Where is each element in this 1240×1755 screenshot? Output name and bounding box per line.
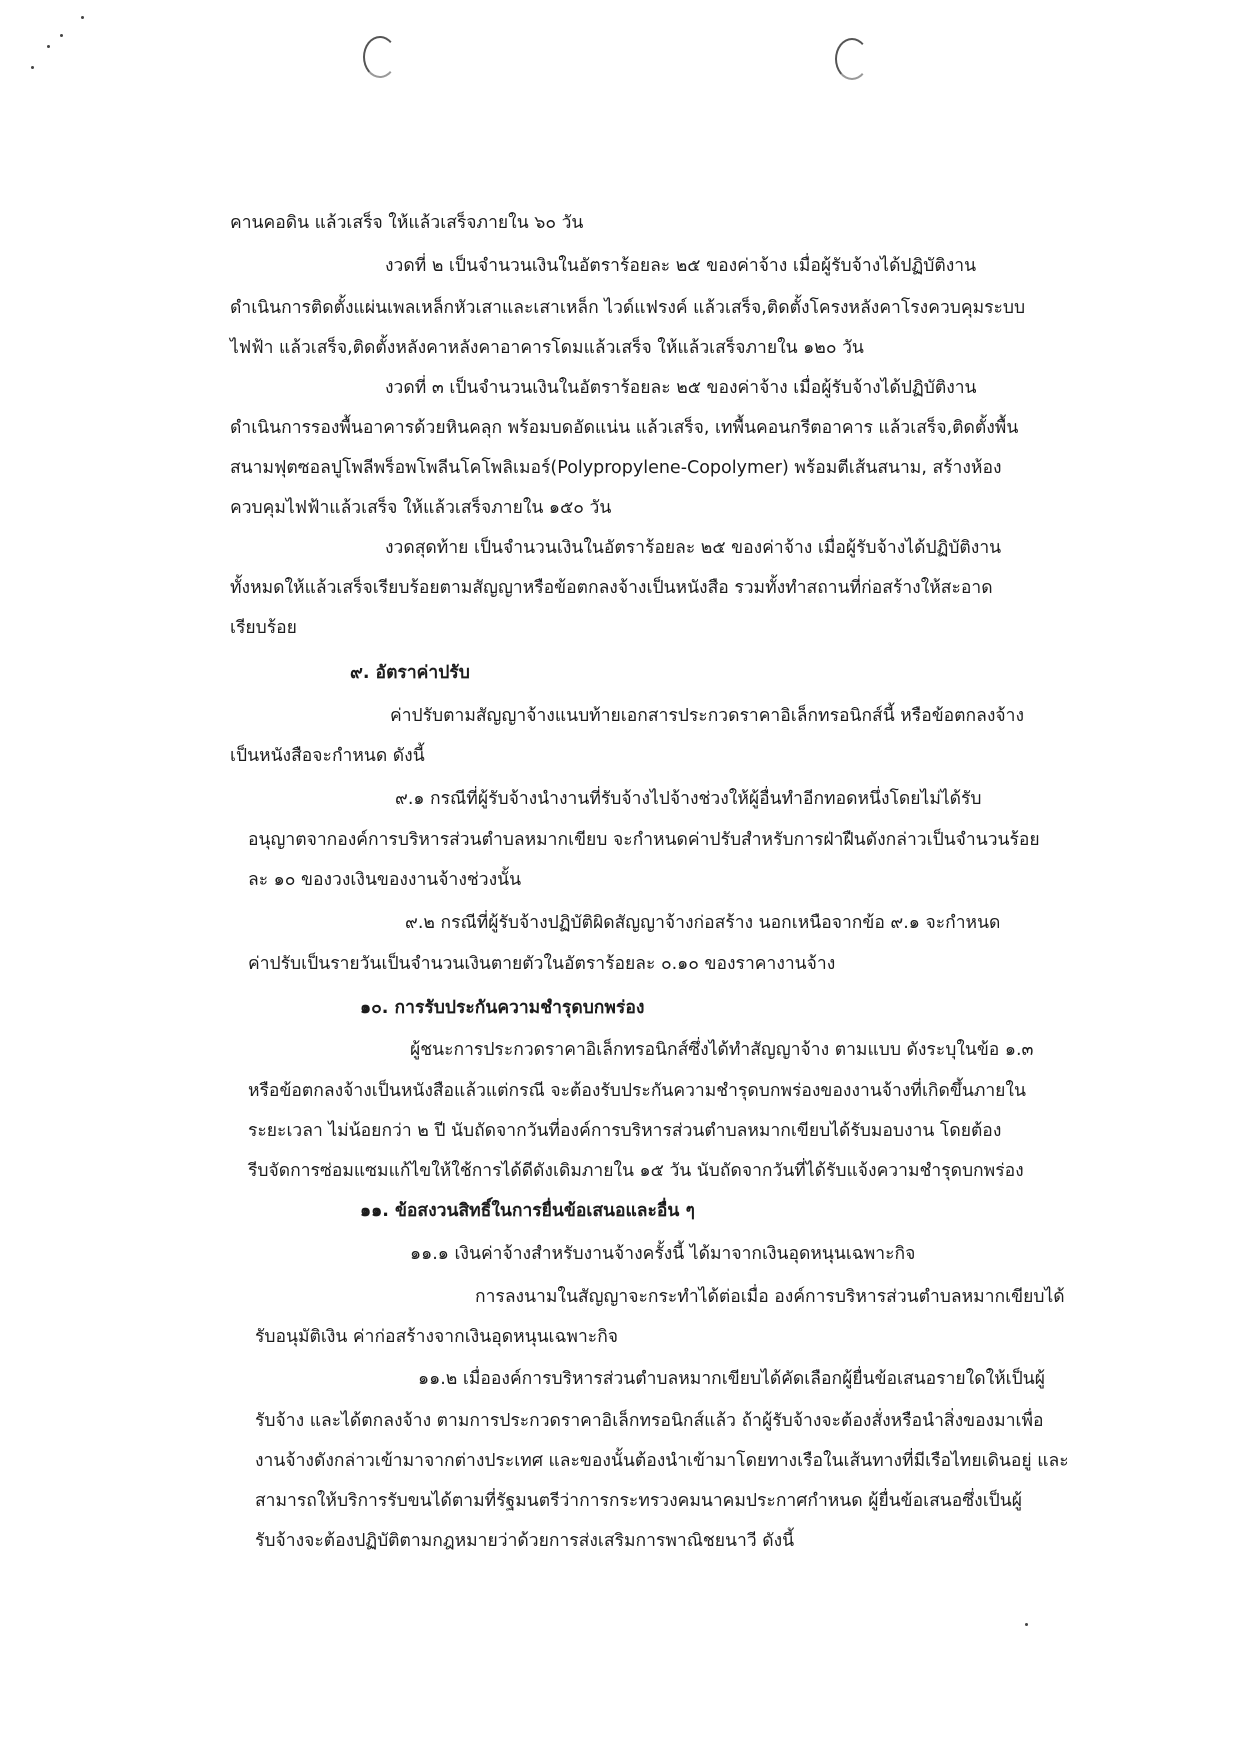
text-line: งวดสุดท้าย เป็นจำนวนเงินในอัตราร้อยละ ๒๕ ของค่าจ้าง เมื่อผู้รับจ้างได้ปฏิบัติงาน xyxy=(385,538,1002,558)
text-line: ค่าปรับตามสัญญาจ้างแนบท้ายเอกสารประกวดราคาอิเล็กทรอนิกส์นี้ หรือข้อตกลงจ้าง xyxy=(390,706,1025,726)
text-line: ควบคุมไฟฟ้าแล้วเสร็จ ให้แล้วเสร็จภายใน ๑๕๐ วัน xyxy=(230,498,612,518)
text-line: ทั้งหมดให้แล้วเสร็จเรียบร้อยตามสัญญาหรือข้อตกลงจ้างเป็นหนังสือ รวมทั้งทำสถานที่ก่อสร้างให้สะอาด xyxy=(230,578,993,598)
scan-speck-icon xyxy=(81,16,84,19)
scan-speck-icon xyxy=(31,66,34,69)
text-line: เรียบร้อย xyxy=(230,618,297,638)
scan-speck-icon xyxy=(47,45,50,48)
text-line: รับจ้าง และได้ตกลงจ้าง ตามการประกวดราคาอิเล็กทรอนิกส์แล้ว ถ้าผู้รับจ้างจะต้องสั่งหรือนำสิ่งของมาเพื่อ xyxy=(255,1411,1044,1431)
text-line: ๙.๑ กรณีที่ผู้รับจ้างนำงานที่รับจ้างไปจ้างช่วงให้ผู้อื่นทำอีกทอดหนึ่งโดยไม่ได้รับ xyxy=(395,789,982,809)
text-line: รับจ้างจะต้องปฏิบัติตามกฎหมายว่าด้วยการส่งเสริมการพาณิชยนาวี ดังนี้ xyxy=(255,1531,795,1551)
text-line: ไฟฟ้า แล้วเสร็จ,ติดตั้งหลังคาหลังคาอาคารโดมแล้วเสร็จ ให้แล้วเสร็จภายใน ๑๒๐ วัน xyxy=(230,338,864,358)
text-line: สนามฟุตซอลปูโพลีพร็อพโพลีนโคโพลิเมอร์(Polypropylene-Copolymer) พร้อมตีเส้นสนาม, สร้างห้อง xyxy=(230,458,1002,478)
text-line: การลงนามในสัญญาจะกระทำได้ต่อเมื่อ องค์การบริหารส่วนตำบลหมากเขียบได้ xyxy=(475,1287,1065,1307)
text-line: เป็นหนังสือจะกำหนด ดังนี้ xyxy=(230,746,425,766)
section-heading: ๑๑. ข้อสงวนสิทธิ์ในการยื่นข้อเสนอและอื่น ๆ xyxy=(360,1201,695,1221)
text-line: ๑๑.๑ เงินค่าจ้างสำหรับงานจ้างครั้งนี้ ได้มาจากเงินอุดหนุนเฉพาะกิจ xyxy=(410,1244,916,1264)
punch-hole-right-icon xyxy=(835,38,869,80)
text-line: ดำเนินการติดตั้งแผ่นเพลเหล็กหัวเสาและเสาเหล็ก ไวด์แฟรงค์ แล้วเสร็จ,ติดตั้งโครงหลังคาโรงควบคุมระบบ xyxy=(230,298,1026,318)
text-line: ๑๑.๒ เมื่อองค์การบริหารส่วนตำบลหมากเขียบได้คัดเลือกผู้ยื่นข้อเสนอรายใดให้เป็นผู้ xyxy=(418,1369,1045,1389)
section-heading: ๑๐. การรับประกันความชำรุดบกพร่อง xyxy=(360,998,645,1018)
text-line: งวดที่ ๓ เป็นจำนวนเงินในอัตราร้อยละ ๒๕ ของค่าจ้าง เมื่อผู้รับจ้างได้ปฏิบัติงาน xyxy=(385,378,977,398)
text-line: หรือข้อตกลงจ้างเป็นหนังสือแล้วแต่กรณี จะต้องรับประกันความชำรุดบกพร่องของงานจ้างที่เกิดขึ้นภายใน xyxy=(248,1081,1026,1101)
text-line: ละ ๑๐ ของวงเงินของงานจ้างช่วงนั้น xyxy=(248,870,522,890)
text-line: ระยะเวลา ไม่น้อยกว่า ๒ ปี นับถัดจากวันที่องค์การบริหารส่วนตำบลหมากเขียบได้รับมอบงาน โดยต้อง xyxy=(248,1121,1002,1141)
text-line: รับอนุมัติเงิน ค่าก่อสร้างจากเงินอุดหนุนเฉพาะกิจ xyxy=(255,1327,619,1347)
text-line: ๙.๒ กรณีที่ผู้รับจ้างปฏิบัติผิดสัญญาจ้างก่อสร้าง นอกเหนือจากข้อ ๙.๑ จะกำหนด xyxy=(405,913,1001,933)
section-heading: ๙. อัตราค่าปรับ xyxy=(350,663,470,683)
text-line: ค่าปรับเป็นรายวันเป็นจำนวนเงินตายตัวในอัตราร้อยละ ๐.๑๐ ของราคางานจ้าง xyxy=(248,954,836,974)
punch-hole-left-icon xyxy=(363,36,397,78)
scan-speck-icon xyxy=(1025,1623,1028,1626)
text-line: รีบจัดการซ่อมแซมแก้ไขให้ใช้การได้ดีดังเดิมภายใน ๑๕ วัน นับถัดจากวันที่ได้รับแจ้งความชำรุดบกพร่อง xyxy=(248,1161,1024,1181)
text-line: อนุญาตจากองค์การบริหารส่วนตำบลหมากเขียบ จะกำหนดค่าปรับสำหรับการฝ่าฝืนดังกล่าวเป็นจำนวนร้อย xyxy=(248,830,1040,850)
text-line: งานจ้างดังกล่าวเข้ามาจากต่างประเทศ และของนั้นต้องนำเข้ามาโดยทางเรือในเส้นทางที่มีเรือไทยเดินอยู่ และ xyxy=(255,1451,1069,1471)
scan-speck-icon xyxy=(60,34,63,37)
text-line: คานคอดิน แล้วเสร็จ ให้แล้วเสร็จภายใน ๖๐ วัน xyxy=(230,213,584,233)
text-line: งวดที่ ๒ เป็นจำนวนเงินในอัตราร้อยละ ๒๕ ของค่าจ้าง เมื่อผู้รับจ้างได้ปฏิบัติงาน xyxy=(385,256,977,276)
text-line: สามารถให้บริการรับขนได้ตามที่รัฐมนตรีว่าการกระทรวงคมนาคมประกาศกำหนด ผู้ยื่นข้อเสนอซึ่งเป็นผู้ xyxy=(255,1491,1023,1511)
text-line: ผู้ชนะการประกวดราคาอิเล็กทรอนิกส์ซึ่งได้ทำสัญญาจ้าง ตามแบบ ดังระบุในข้อ ๑.๓ xyxy=(410,1040,1034,1060)
text-line: ดำเนินการรองพื้นอาคารด้วยหินคลุก พร้อมบดอัดแน่น แล้วเสร็จ, เทพื้นคอนกรีตอาคาร แล้วเสร็จ,ติดตั้งพื้น xyxy=(230,418,1019,438)
